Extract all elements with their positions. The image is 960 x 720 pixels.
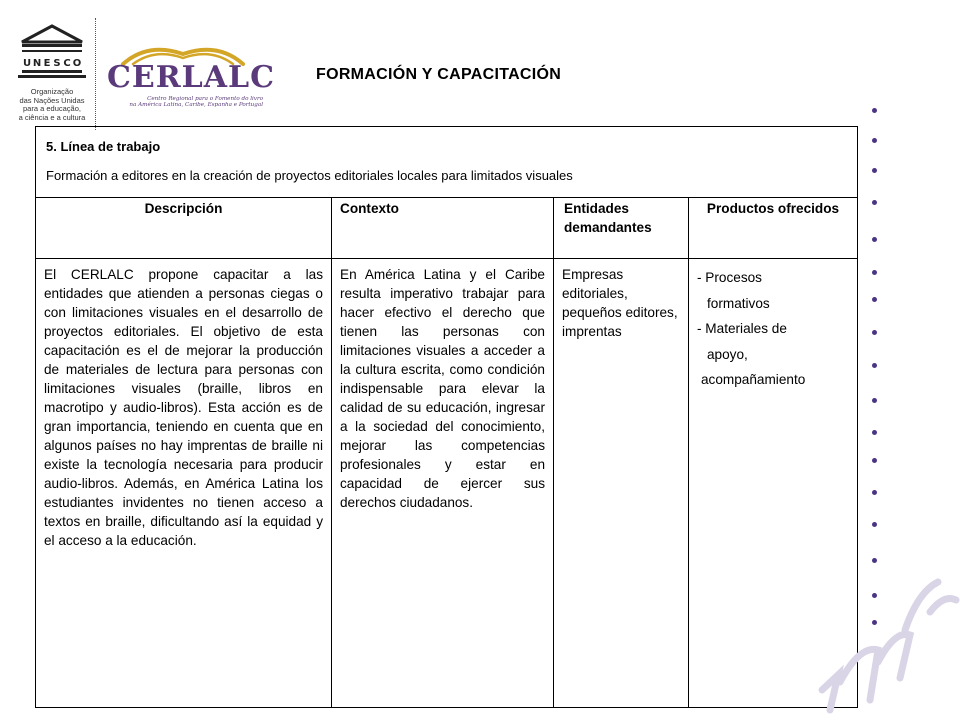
decorative-dot [872, 237, 877, 242]
unesco-caption-line: Organização [30, 87, 74, 96]
unesco-logo [12, 22, 92, 122]
column-header-contexto: Contexto [332, 198, 554, 259]
product-line: acompañamiento [701, 372, 806, 387]
unesco-letter: O [72, 58, 82, 69]
unesco-temple-icon [12, 22, 92, 86]
page-title: FORMACIÓN Y CAPACITACIÓN [316, 66, 562, 83]
decorative-dot [872, 297, 877, 302]
table-row [36, 259, 858, 708]
decorative-dot [872, 168, 877, 173]
work-line-header-row [36, 127, 858, 198]
cerlalc-subtitle-line: Centro Regional para o Fomento do livro [147, 96, 263, 102]
unesco-caption [12, 88, 92, 122]
unesco-letter: E [43, 58, 51, 69]
cerlalc-logo [103, 40, 276, 115]
decorative-dot [872, 430, 877, 435]
decorative-dot-column [869, 100, 881, 640]
decorative-dot [872, 558, 877, 563]
unesco-letter: N [32, 58, 42, 69]
work-line-description: Formación a editores en la creación de proyectos editoriales locales para limitados visuales [46, 168, 573, 183]
decorative-dot [872, 363, 877, 368]
cerlalc-subtitle [103, 96, 263, 109]
cerlalc-subtitle-line: na América Latina, Caribe, Espanha e Portugal [129, 102, 263, 109]
decorative-dot [872, 522, 877, 527]
cerlalc-wordmark: CERLALC [107, 60, 276, 95]
unesco-letter: C [63, 58, 71, 69]
column-header-row [36, 198, 858, 259]
work-line-table [35, 126, 858, 708]
unesco-caption-line: para a educação, [23, 104, 81, 114]
decorative-swirl-icon [810, 570, 960, 720]
unesco-caption-line: das Nações Unidas [19, 95, 85, 105]
logo-divider [95, 18, 96, 130]
product-line: apoyo, [707, 346, 748, 362]
cell-descripcion: El CERLALC propone capacitar a las entidades que atienden a personas ciegas o con limitaciones visuales en el desarrollo de proyectos editoriales. El objetivo de esta capacitación es el de mejorar la producción de materiales de lectura para personas con limitaciones visuales (braille, libros en macrotipo y audio-libros). Esta acción es de gran importancia, teniendo en cuenta que en algunos países no hay imprentas de braille ni existe la tecnología necesaria para producir audio-libros. Además, en América Latina los estudiantes invidentes no tienen acceso a textos en braille, dificultando así la equidad y el acceso a la educación. [36, 259, 332, 708]
decorative-dot [872, 330, 877, 335]
unesco-caption-line: a ciência e a cultura [18, 112, 86, 122]
decorative-dot [872, 270, 877, 275]
work-line-title: 5. Línea de trabajo [46, 139, 161, 154]
decorative-dot [872, 108, 877, 113]
product-line: - Materiales de [697, 321, 787, 336]
unesco-letter: U [22, 58, 32, 69]
decorative-dot [872, 398, 877, 403]
work-line-header-cell [36, 127, 858, 198]
decorative-dot [872, 138, 877, 143]
unesco-letter: S [53, 58, 61, 69]
decorative-dot [872, 200, 877, 205]
cell-contexto: En América Latina y el Caribe resulta imperativo trabajar para hacer efectivo el derecho que tienen las personas con limitaciones visuales a acceder a la cultura escrita, como condición indispensable para elevar la calidad de su educación, ingresar a la sociedad del conocimiento, mejorar las competencias profesionales y estar en capacidad de ejercer sus derechos ciudadanos. [332, 259, 554, 708]
column-header-productos: Productos ofrecidos [689, 198, 858, 259]
decorative-dot [872, 458, 877, 463]
product-line: formativos [707, 295, 770, 311]
decorative-dot [872, 490, 877, 495]
column-header-entidades: Entidades demandantes [554, 198, 689, 259]
product-line: - Procesos [697, 270, 762, 285]
column-header-descripcion: Descripción [36, 198, 332, 259]
cell-entidades: Empresas editoriales, pequeños editores, imprentas [554, 259, 689, 708]
